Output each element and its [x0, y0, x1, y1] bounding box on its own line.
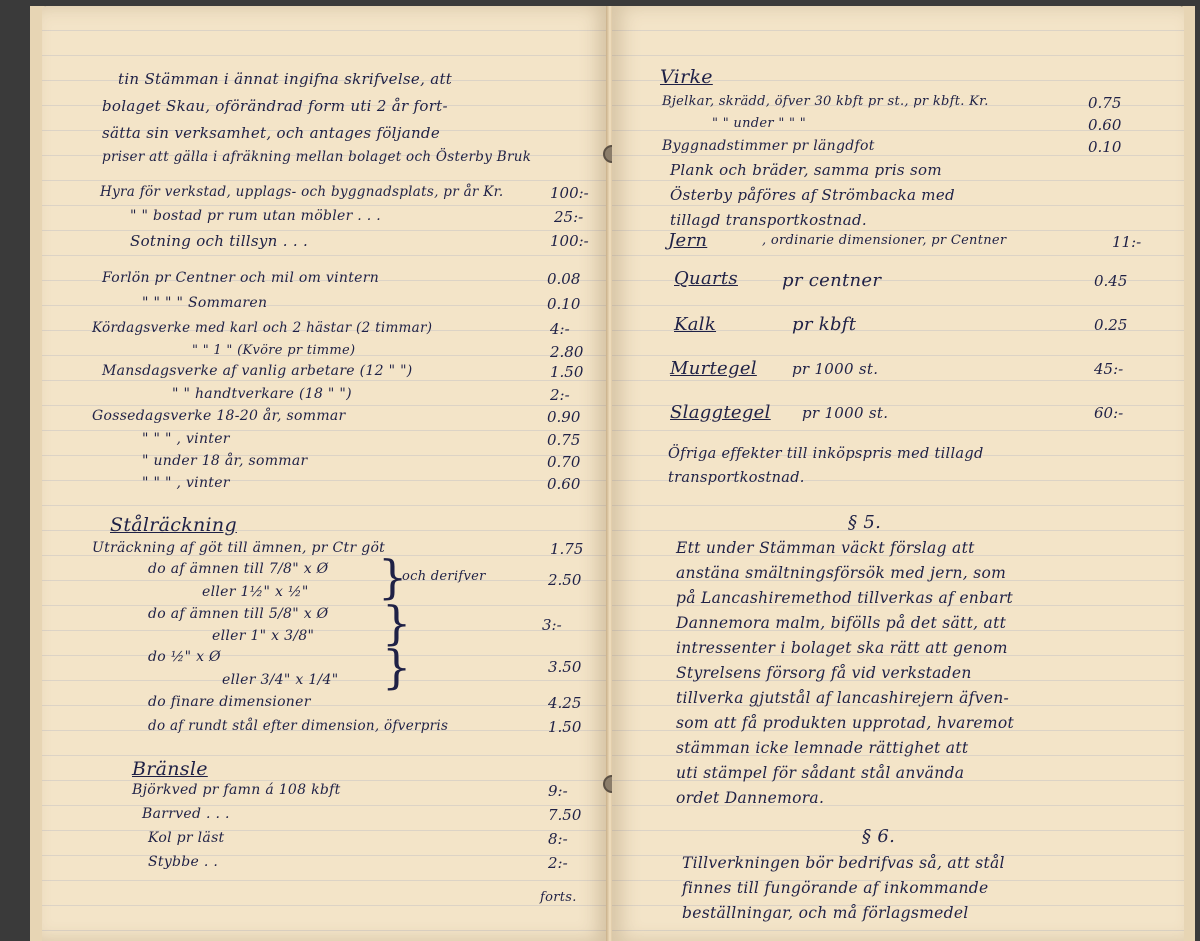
material-value: 11:-	[1112, 233, 1142, 251]
row-text: " " " " Sommaren	[142, 295, 268, 311]
row-text: Stybbe . .	[148, 854, 219, 870]
s6-line: beställningar, och må förlagsmedel	[682, 904, 969, 922]
row-text: " " under " " "	[712, 116, 807, 131]
row-text: Sotning och tillsyn . . .	[130, 232, 309, 250]
s5-line: tillverka gjutstål af lancashirejern äfven-	[676, 689, 1010, 707]
material-name: Murtegel	[670, 358, 757, 379]
brace-note: och derifver	[402, 569, 486, 584]
row-value: 0.10	[1088, 138, 1122, 156]
row-value: 100:-	[550, 232, 589, 250]
material-name: Slaggtegel	[670, 402, 771, 423]
row-value: 0.08	[547, 270, 581, 288]
row-text: eller 3/4" x 1/4"	[222, 672, 339, 688]
section-heading-s5: § 5.	[848, 512, 882, 533]
row-value: 2.80	[550, 343, 584, 361]
material-name: Kalk	[674, 314, 717, 335]
row-text: Byggnadstimmer pr längdfot	[662, 138, 875, 154]
s5-line: stämman icke lemnade rättighet att	[676, 739, 969, 757]
note-line: tillagd transportkostnad.	[670, 211, 867, 229]
note-line: Öfriga effekter till inköpspris med tillagd	[668, 446, 984, 462]
row-value: 0.75	[1088, 94, 1122, 112]
row-value: 0.10	[547, 295, 581, 313]
s5-line: Styrelsens försorg få vid verkstaden	[676, 664, 972, 682]
row-text: eller 1" x 3/8"	[212, 628, 315, 644]
intro-line: tin Stämman i ännat ingifna skrifvelse, att	[118, 70, 453, 88]
row-text: " " " , vinter	[142, 475, 230, 491]
brace: }	[382, 596, 412, 650]
row-text: " " " , vinter	[142, 431, 230, 447]
row-text: Björkved pr famn á 108 kbft	[132, 782, 341, 798]
row-text: do af rundt stål efter dimension, öfverpris	[148, 718, 449, 734]
row-value: 0.60	[1088, 116, 1122, 134]
row-text: Hyra för verkstad, upplags- och byggnadsplats, pr år Kr.	[100, 184, 504, 200]
material-text: pr 1000 st.	[802, 404, 889, 422]
row-value: 100:-	[550, 184, 589, 202]
s5-line: på Lancashiremethod tillverkas af enbart	[676, 589, 1014, 607]
material-text: , ordinarie dimensioner, pr Centner	[762, 233, 1007, 248]
intro-line: bolaget Skau, oförändrad form uti 2 år fort-	[102, 97, 448, 115]
row-text: " " bostad pr rum utan möbler . . .	[130, 208, 382, 224]
section-heading-bransle: Bränsle	[132, 758, 208, 780]
row-text: eller 1½" x ½"	[202, 584, 309, 600]
row-value: 9:-	[548, 782, 568, 800]
row-text: do af ämnen till 7/8" x Ø	[148, 561, 329, 577]
row-value: 3:-	[542, 616, 562, 634]
material-value: 0.25	[1094, 316, 1128, 334]
row-value: 0.75	[547, 431, 581, 449]
row-value: 7.50	[548, 806, 582, 824]
row-text: Kol pr läst	[148, 830, 225, 846]
row-value: 4:-	[550, 320, 570, 338]
row-value: 8:-	[548, 830, 568, 848]
material-text: pr kbft	[792, 314, 857, 335]
intro-line: priser att gälla i afräkning mellan bolaget och Österby Bruk	[102, 149, 532, 165]
row-value: 1.75	[550, 540, 584, 558]
intro-line: sätta sin verksamhet, och antages följande	[102, 124, 440, 142]
material-name: Quarts	[674, 268, 738, 289]
row-text: Gossedagsverke 18-20 år, sommar	[92, 408, 346, 424]
row-text: Kördagsverke med karl och 2 hästar (2 timmar)	[92, 320, 433, 336]
row-text: " under 18 år, sommar	[142, 453, 308, 469]
note-line: transportkostnad.	[668, 470, 805, 486]
page-footer: forts.	[540, 890, 577, 905]
s5-line: ordet Dannemora.	[676, 789, 825, 807]
row-value: 25:-	[554, 208, 584, 226]
row-value: 1.50	[550, 363, 584, 381]
row-text: Mansdagsverke af vanlig arbetare (12 " ")	[102, 363, 413, 379]
section-heading-s6: § 6.	[862, 826, 896, 847]
row-text: do af ämnen till 5/8" x Ø	[148, 606, 329, 622]
row-text: " " handtverkare (18 " ")	[172, 386, 352, 402]
material-value: 60:-	[1094, 404, 1124, 422]
material-value: 0.45	[1094, 272, 1128, 290]
s5-line: anstäna smältningsförsök med jern, som	[676, 564, 1007, 582]
brace: }	[382, 640, 412, 694]
s5-line: Dannemora malm, bifölls på det sätt, att	[676, 614, 1007, 632]
row-value: 2:-	[550, 386, 570, 404]
row-text: Uträckning af göt till ämnen, pr Ctr göt	[92, 540, 386, 556]
s6-line: finnes till fungörande af inkommande	[682, 879, 989, 897]
s5-line: intressenter i bolaget ska rätt att genom	[676, 639, 1008, 657]
material-text: pr 1000 st.	[792, 360, 879, 378]
row-text: do ½" x Ø	[148, 649, 221, 665]
row-value: 0.90	[547, 408, 581, 426]
section-heading-virke: Virke	[660, 66, 713, 88]
section-heading-stal: Stålräckning	[110, 514, 237, 536]
row-value: 2.50	[548, 571, 582, 589]
s5-line: Ett under Stämman väckt förslag att	[676, 539, 975, 557]
row-text: " " 1 " (Kvöre pr timme)	[192, 343, 356, 358]
row-value: 3.50	[548, 658, 582, 676]
row-value: 4.25	[548, 694, 582, 712]
right-page	[612, 6, 1184, 941]
row-text: Forlön pr Centner och mil om vintern	[102, 270, 380, 286]
material-text: pr centner	[782, 270, 882, 291]
material-value: 45:-	[1094, 360, 1124, 378]
row-text: Barrved . . .	[142, 806, 230, 822]
s6-line: Tillverkningen bör bedrifvas så, att stål	[682, 854, 1005, 872]
row-value: 2:-	[548, 854, 568, 872]
brace: }	[378, 550, 408, 604]
note-line: Österby påföres af Strömbacka med	[670, 186, 955, 204]
material-name: Jern	[668, 230, 708, 251]
note-line: Plank och bräder, samma pris som	[670, 161, 942, 179]
s5-line: uti stämpel för sådant stål använda	[676, 764, 965, 782]
row-value: 0.70	[547, 453, 581, 471]
row-value: 1.50	[548, 718, 582, 736]
row-value: 0.60	[547, 475, 581, 493]
left-page	[42, 6, 608, 941]
row-text: Bjelkar, skrädd, öfver 30 kbft pr st., pr kbft. Kr.	[662, 94, 989, 109]
row-text: do finare dimensioner	[148, 694, 311, 710]
s5-line: som att få produkten upprotad, hvaremot	[676, 714, 1015, 732]
